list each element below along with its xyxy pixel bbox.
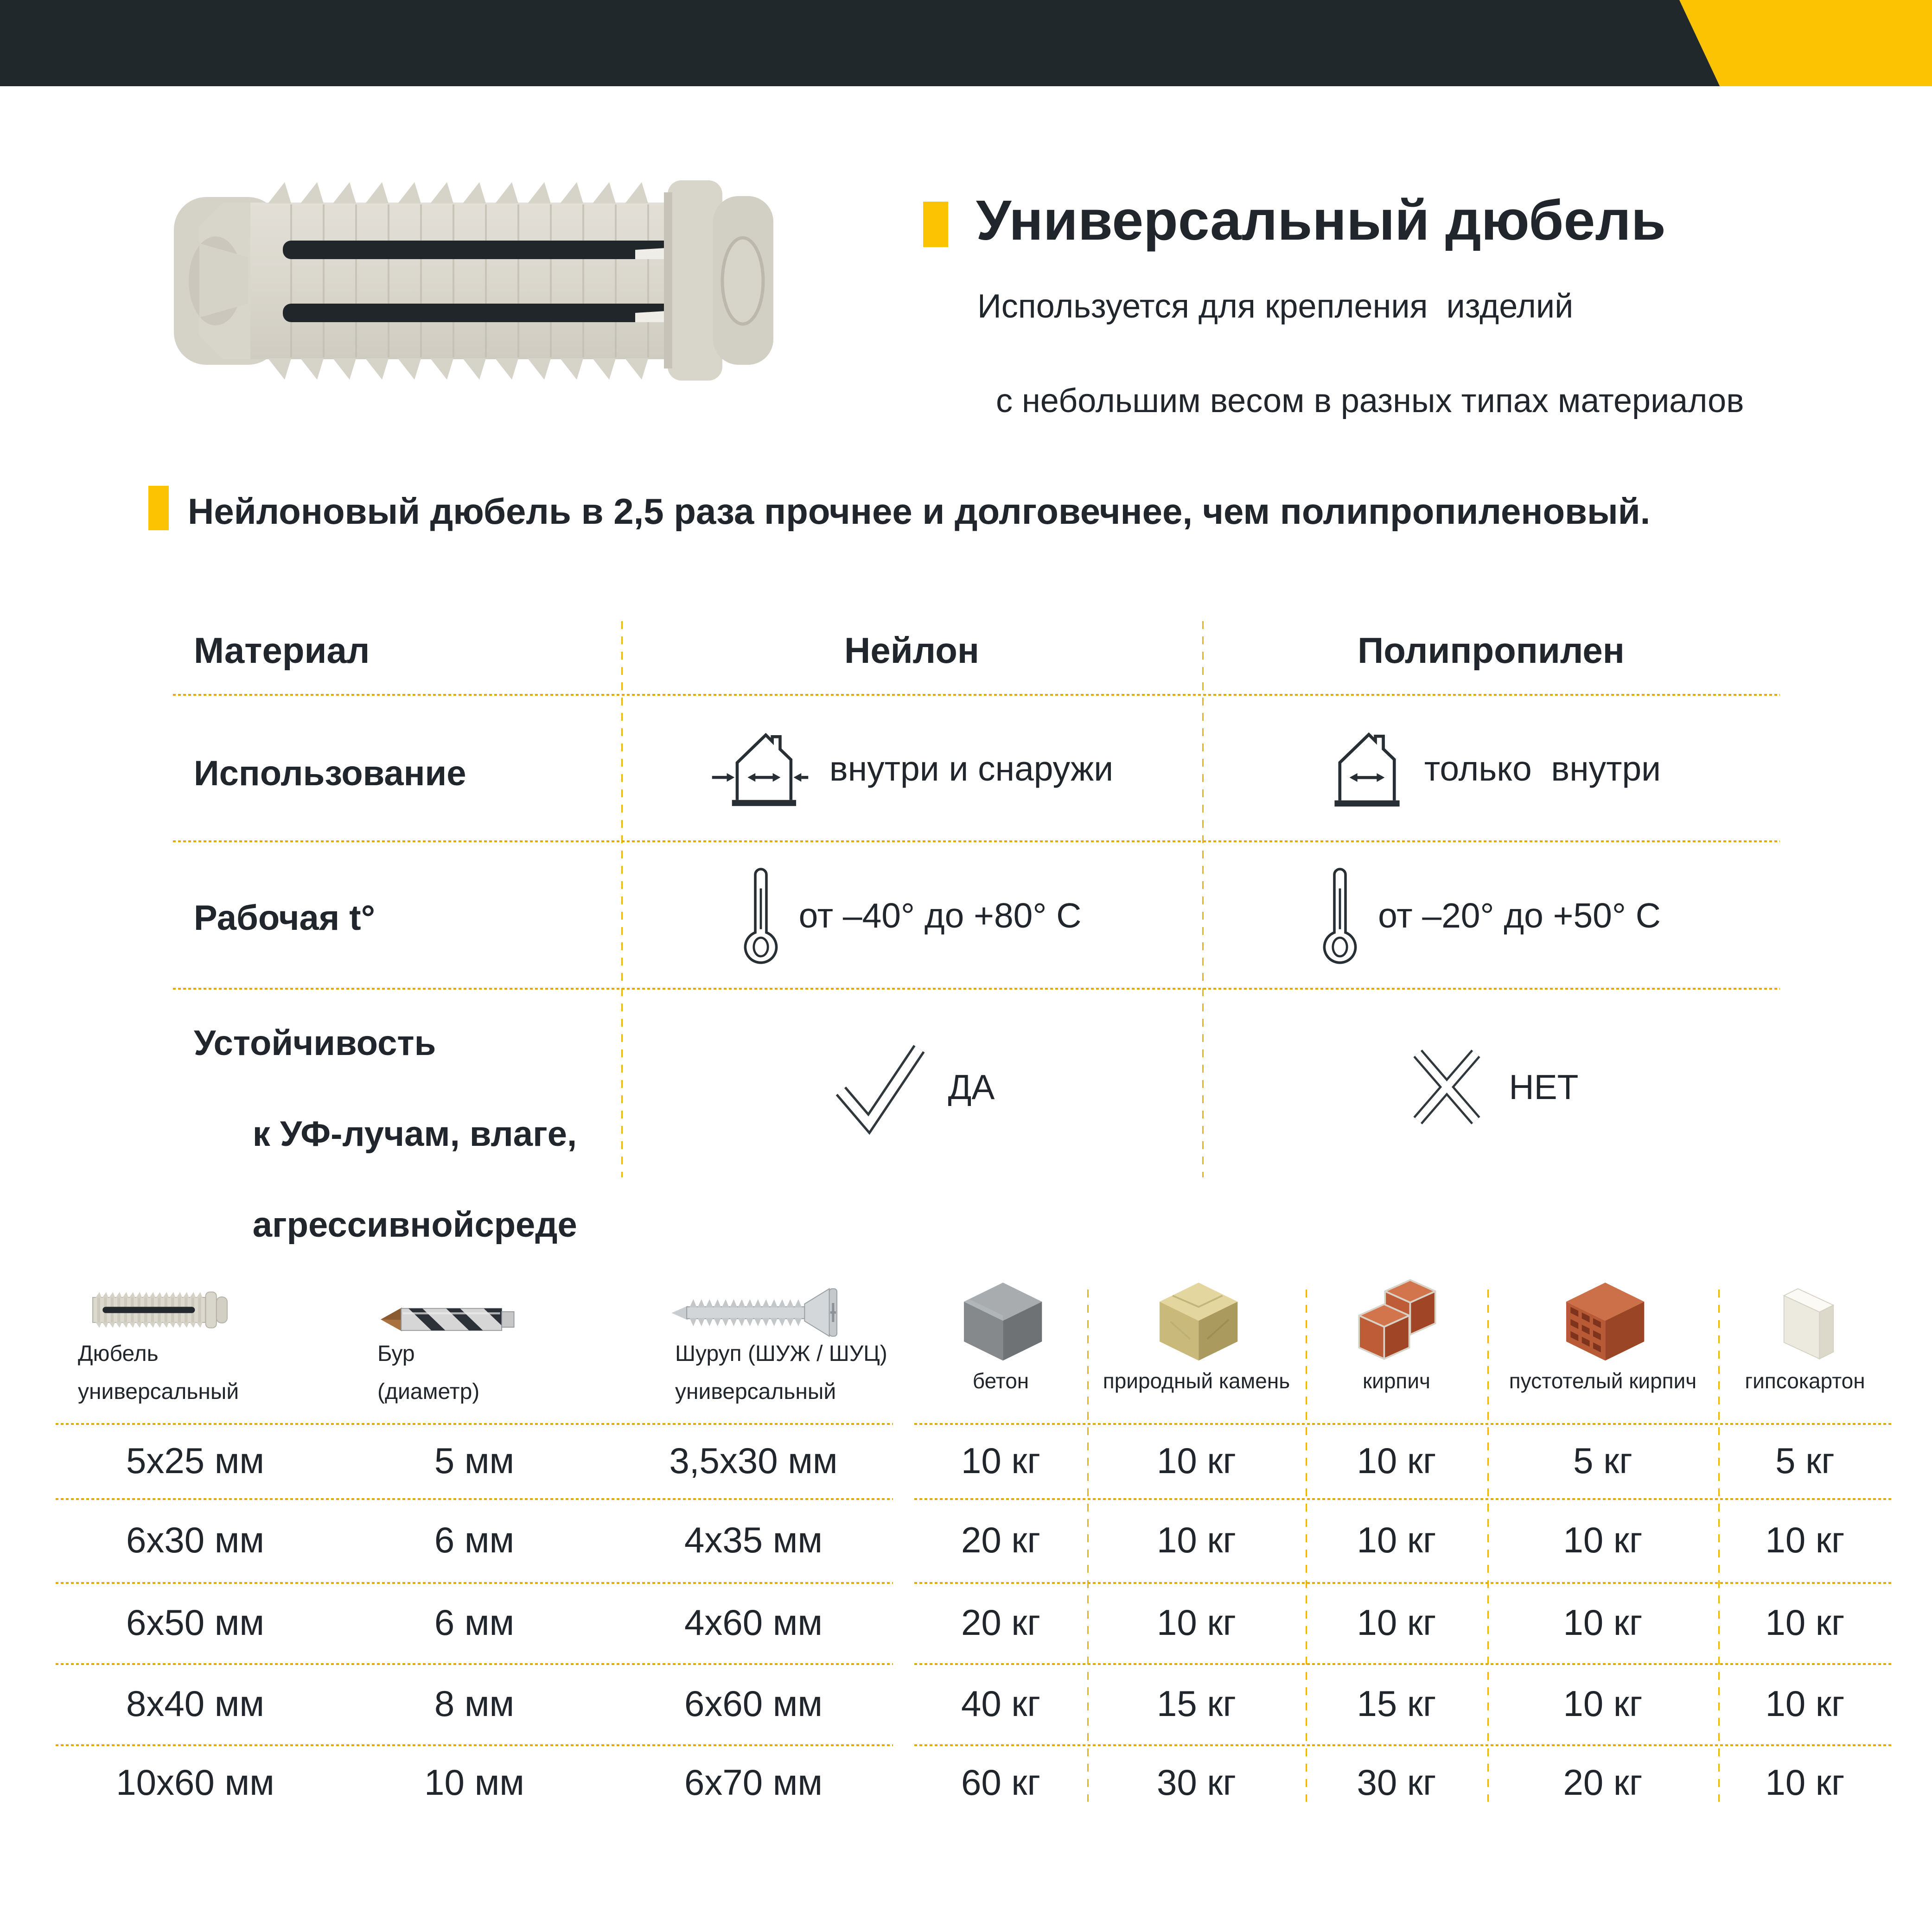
load-value: 10 кг: [1765, 1602, 1845, 1643]
spec-column-drill-label: Бур (диаметр): [377, 1341, 480, 1404]
row-label-usage: Использование: [194, 754, 466, 793]
title-accent-bar: [923, 202, 948, 247]
dowel-icon: [83, 1283, 236, 1337]
material-column-hollow-brick: [1487, 1261, 1718, 1423]
load-value: 5 кг: [1573, 1440, 1632, 1481]
column-header-polypropylene: Полипропилен: [1358, 630, 1625, 671]
load-value: 10 кг: [1563, 1683, 1643, 1724]
screw-size: 4x35 мм: [684, 1519, 823, 1560]
spec-row-1-loads: [914, 1423, 1892, 1498]
resistance-polypropylene-value: НЕТ: [1509, 1068, 1579, 1106]
thermometer-icon: [742, 865, 779, 966]
spec-row-2-left: [56, 1498, 893, 1582]
dowel-size: 5x25 мм: [126, 1440, 265, 1481]
drywall-icon: [1718, 1274, 1892, 1365]
material-column-stone: [1087, 1261, 1306, 1423]
usage-polypropylene-cell: [1202, 705, 1780, 832]
material-label: бетон: [972, 1369, 1029, 1393]
spec-column-screw: [614, 1261, 893, 1423]
load-value: 20 кг: [961, 1602, 1040, 1643]
page-description-line1: Используется для крепления изделий: [977, 288, 1574, 325]
resistance-nylon-cell: [621, 1004, 1202, 1170]
universal-dowel-photo: [130, 151, 825, 413]
material-label: природный камень: [1103, 1369, 1290, 1393]
row-label-resistance: Устойчивость к УФ-лучам, влаге, агрессивнойсреде: [194, 1023, 577, 1245]
comparison-divider-horizontal-2: [173, 840, 1780, 842]
spec-column-dowel: [56, 1261, 335, 1423]
temperature-nylon-cell: [621, 848, 1202, 983]
material-column-concrete: [914, 1261, 1087, 1423]
thermometer-icon: [1321, 865, 1358, 966]
comparison-divider-horizontal-3: [173, 988, 1780, 990]
spec-column-drill: [335, 1261, 614, 1423]
spec-row-5-loads: [914, 1744, 1892, 1821]
material-label: гипсокартон: [1745, 1369, 1865, 1393]
page-title: Универсальный дюбель: [976, 189, 1666, 252]
spec-table-left: [56, 1261, 893, 1836]
drill-size: 6 мм: [434, 1602, 515, 1643]
top-bar-yellow-corner: [1679, 0, 1932, 86]
dowel-size: 6x30 мм: [126, 1519, 265, 1560]
spec-row-3-loads: [914, 1582, 1892, 1663]
material-label: кирпич: [1363, 1369, 1430, 1393]
dowel-size: 6x50 мм: [126, 1602, 265, 1643]
spec-row-4-loads: [914, 1663, 1892, 1744]
load-value: 10 кг: [1156, 1519, 1236, 1560]
spec-table-materials: [914, 1261, 1892, 1836]
concrete-block-icon: [914, 1274, 1087, 1365]
load-value: 20 кг: [961, 1519, 1040, 1560]
hollow-brick-icon: [1487, 1274, 1718, 1365]
spec-column-dowel-label: Дюбель универсальный: [78, 1341, 239, 1404]
resistance-nylon-value: ДА: [948, 1068, 995, 1106]
load-value: 5 кг: [1775, 1440, 1835, 1481]
spec-column-screw-label: Шуруп (ШУЖ / ШУЦ) универсальный: [675, 1341, 887, 1404]
load-value: 20 кг: [1563, 1762, 1643, 1803]
load-value: 10 кг: [1357, 1440, 1436, 1481]
load-value: 10 кг: [1156, 1602, 1236, 1643]
check-icon: [829, 1034, 929, 1140]
temperature-nylon-value: от –40° до +80° C: [798, 896, 1082, 935]
drill-size: 5 мм: [434, 1440, 515, 1481]
load-value: 30 кг: [1357, 1762, 1436, 1803]
material-column-brick: [1306, 1261, 1487, 1423]
load-value: 60 кг: [961, 1762, 1040, 1803]
spec-row-5-left: [56, 1744, 893, 1821]
load-value: 10 кг: [961, 1440, 1040, 1481]
drill-size: 10 мм: [424, 1762, 524, 1803]
load-value: 10 кг: [1357, 1519, 1436, 1560]
screw-size: 3,5x30 мм: [669, 1440, 838, 1481]
spec-row-1-left: [56, 1423, 893, 1498]
load-value: 15 кг: [1156, 1683, 1236, 1724]
drill-size: 6 мм: [434, 1519, 515, 1560]
usage-nylon-value: внутри и снаружи: [829, 749, 1114, 788]
material-label: пустотелый кирпич: [1509, 1369, 1697, 1393]
load-value: 10 кг: [1765, 1519, 1845, 1560]
dowel-size: 10x60 мм: [116, 1762, 274, 1803]
load-value: 15 кг: [1357, 1683, 1436, 1724]
resistance-polypropylene-cell: [1202, 1004, 1780, 1170]
drill-size: 8 мм: [434, 1683, 515, 1724]
load-value: 10 кг: [1357, 1602, 1436, 1643]
spec-row-3-left: [56, 1582, 893, 1663]
stone-block-icon: [1087, 1274, 1306, 1365]
screw-icon: [670, 1284, 850, 1341]
load-value: 30 кг: [1156, 1762, 1236, 1803]
comparison-table: [173, 616, 1780, 1245]
house-inside-outside-icon: [710, 722, 810, 815]
spec-row-2-loads: [914, 1498, 1892, 1582]
load-value: 10 кг: [1765, 1683, 1845, 1724]
temperature-polypropylene-value: от –20° до +50° C: [1378, 896, 1661, 935]
dowel-size: 8x40 мм: [126, 1683, 265, 1724]
comparison-divider-horizontal-1: [173, 694, 1780, 696]
brick-icon: [1306, 1274, 1487, 1365]
material-column-drywall: [1718, 1261, 1892, 1423]
column-header-material: Материал: [194, 630, 370, 671]
temperature-polypropylene-cell: [1202, 848, 1780, 983]
claim-accent-bar: [148, 486, 169, 530]
screw-size: 6x60 мм: [684, 1683, 823, 1724]
house-inside-only-icon: [1321, 722, 1405, 815]
page-description-line2: с небольшим весом в разных типах материалов: [996, 382, 1744, 419]
row-label-temperature: Рабочая t°: [194, 898, 375, 938]
claim-text: Нейлоновый дюбель в 2,5 раза прочнее и долговечнее, чем полипропиленовый.: [188, 491, 1651, 532]
page-description: [977, 283, 1744, 425]
load-value: 10 кг: [1563, 1519, 1643, 1560]
load-value: 10 кг: [1765, 1762, 1845, 1803]
load-value: 10 кг: [1563, 1602, 1643, 1643]
screw-size: 4x60 мм: [684, 1602, 823, 1643]
spec-row-4-left: [56, 1663, 893, 1744]
usage-nylon-cell: [621, 705, 1202, 832]
column-header-nylon: Нейлон: [844, 630, 979, 671]
screw-size: 6x70 мм: [684, 1762, 823, 1803]
load-value: 10 кг: [1156, 1440, 1236, 1481]
top-bar: [0, 0, 1932, 86]
usage-polypropylene-value: только внутри: [1424, 749, 1661, 788]
cross-icon: [1404, 1034, 1490, 1140]
load-value: 40 кг: [961, 1683, 1040, 1724]
